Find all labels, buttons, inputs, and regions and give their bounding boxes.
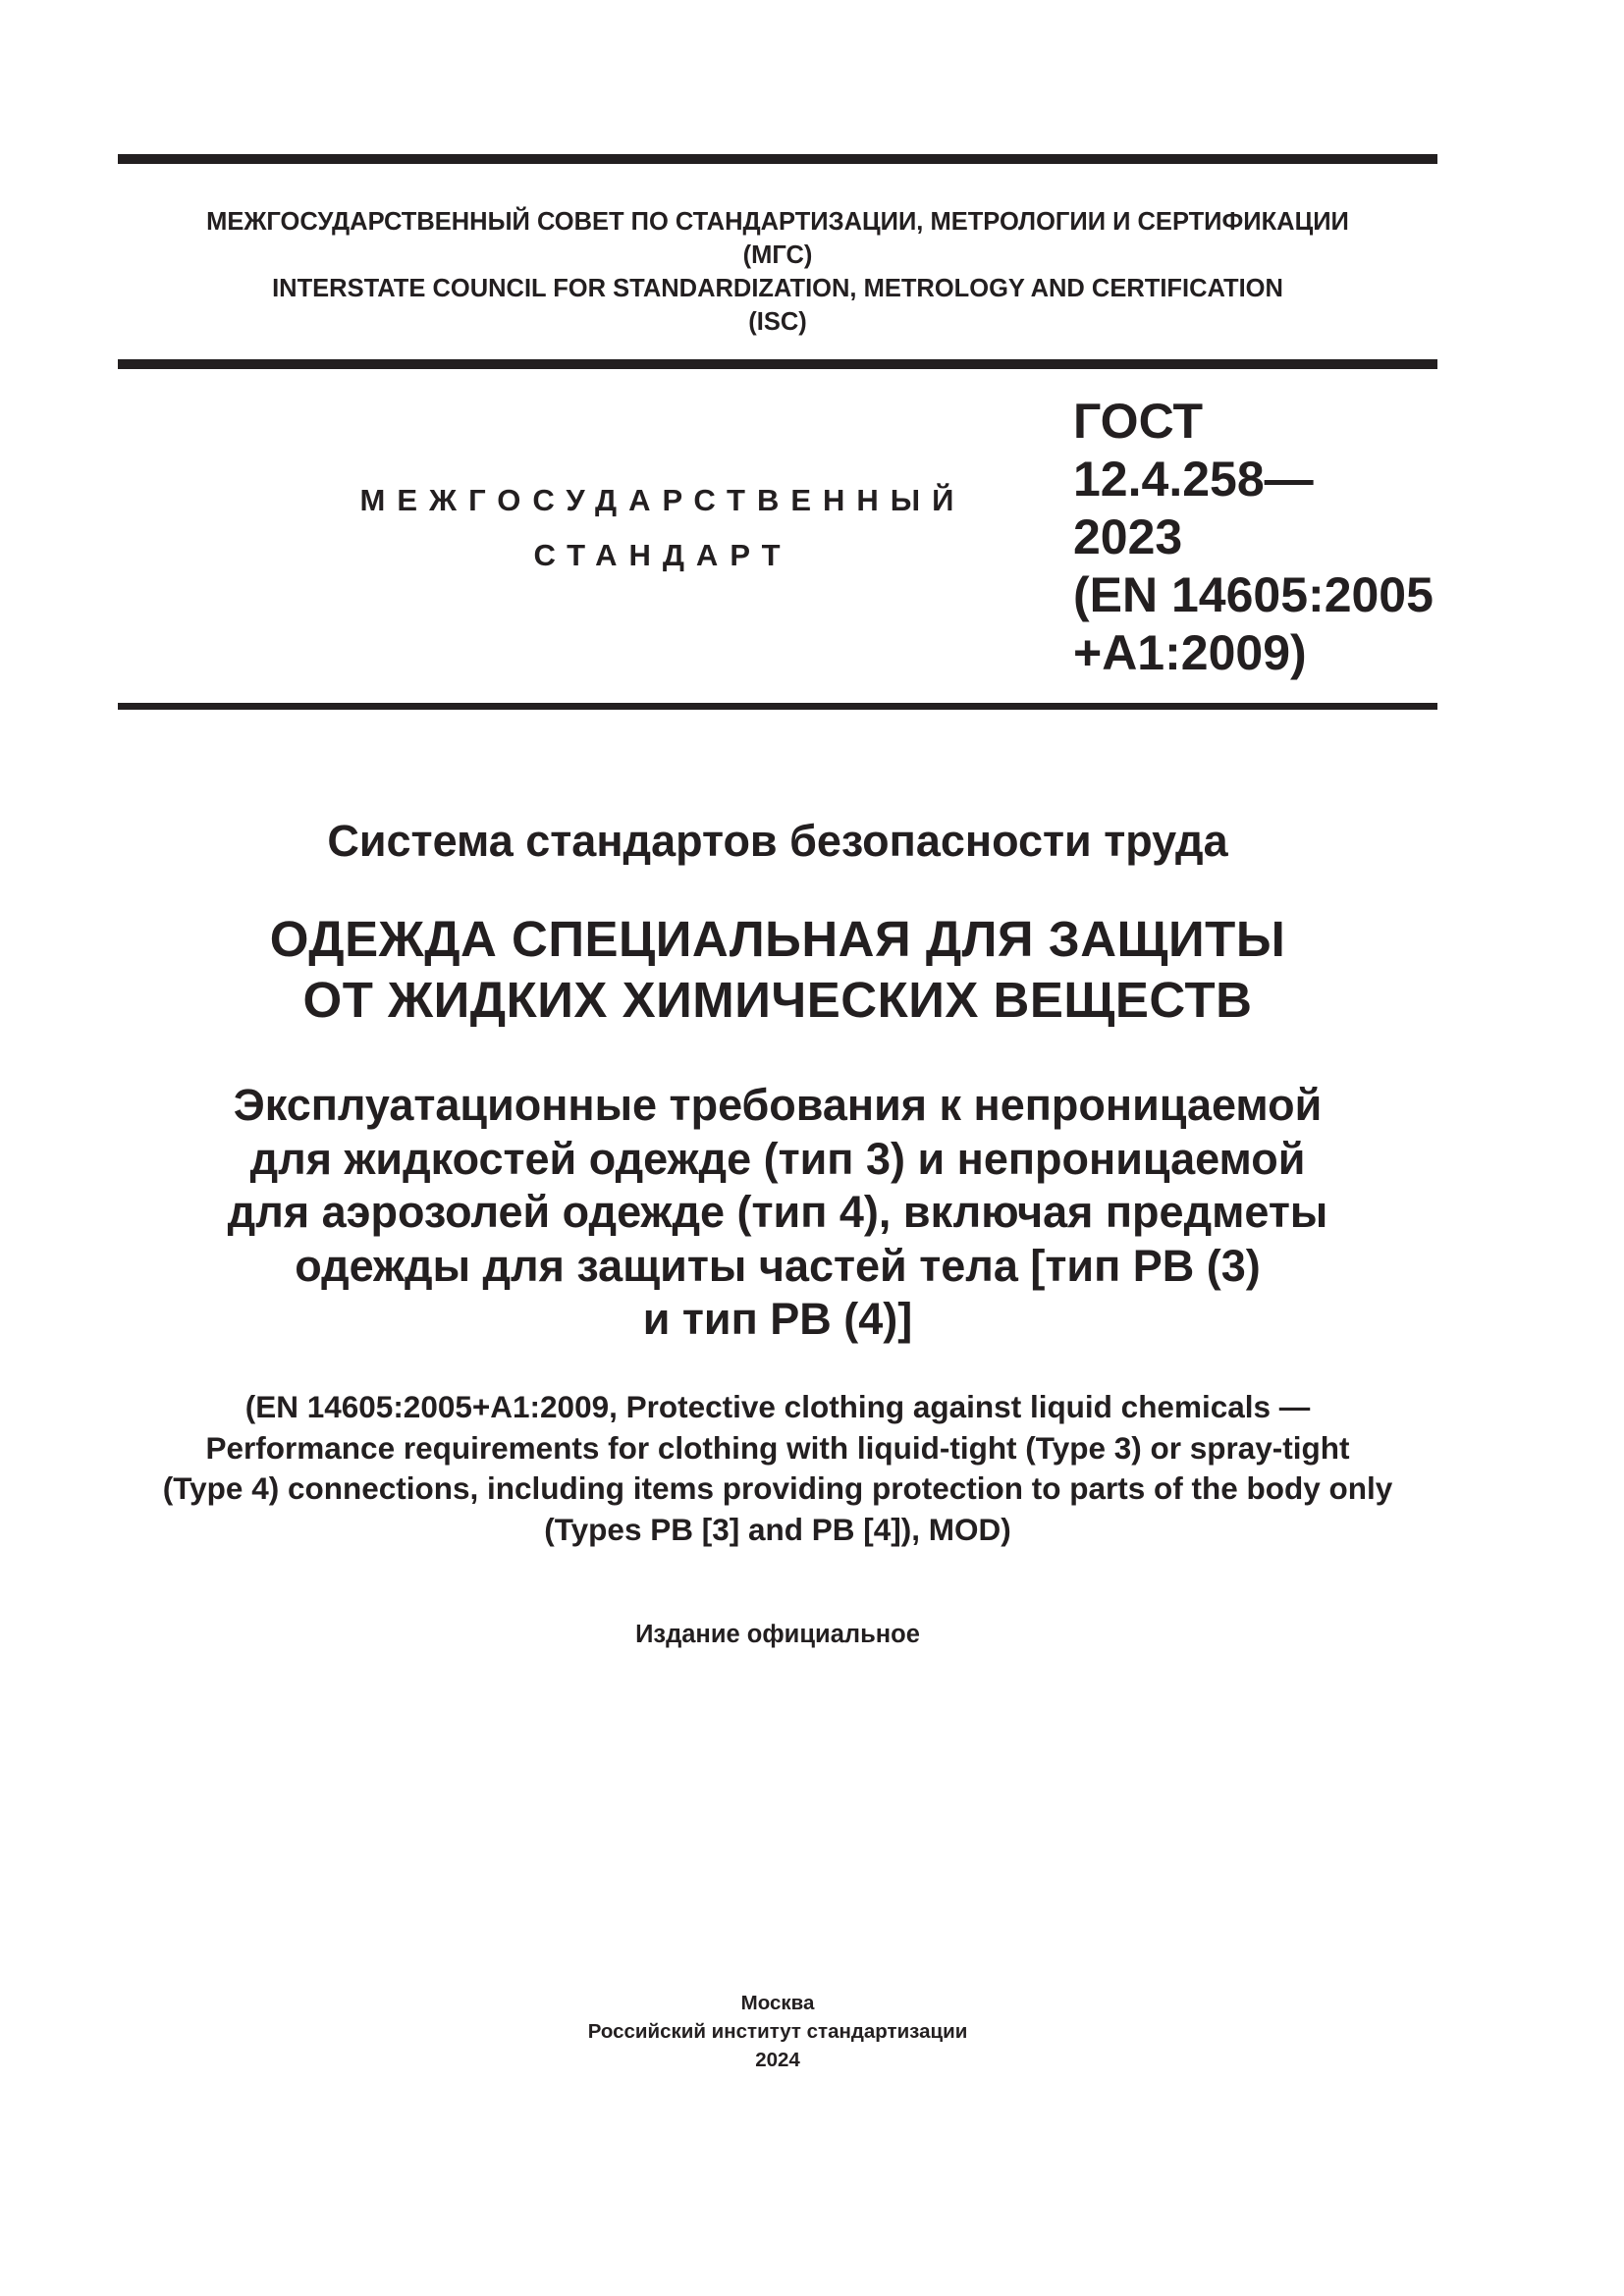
subtitle-line: для жидкостей одежде (тип 3) и непроницаемой xyxy=(249,1133,1306,1184)
main-title xyxy=(98,909,1457,1031)
top-divider xyxy=(118,154,1437,164)
standard-type-line: СТАНДАРТ xyxy=(533,538,792,572)
system-title xyxy=(98,814,1457,869)
subtitle-line: Эксплуатационные требования к непроницаемой xyxy=(233,1080,1323,1130)
council-abbr-ru: (МГС) xyxy=(742,241,813,269)
publisher-year: 2024 xyxy=(755,2049,800,2071)
standard-type-line: МЕЖГОСУДАРСТВЕННЫЙ xyxy=(359,483,966,517)
standard-number-line: 12.4.258— xyxy=(1073,452,1314,507)
standard-number xyxy=(1073,393,1434,682)
publisher-name: Российский институт стандартизации xyxy=(587,2020,968,2043)
subtitle xyxy=(98,1079,1457,1347)
system-title-text: Система стандартов безопасности труда xyxy=(327,816,1228,866)
title-divider xyxy=(118,703,1437,710)
publisher-imprint xyxy=(98,1989,1457,2074)
subtitle-line: одежды для защиты частей тела [тип PB (3) xyxy=(295,1240,1261,1291)
standard-number-line: +A1:2009) xyxy=(1073,625,1307,680)
publisher-city: Москва xyxy=(740,1992,815,2014)
main-title-line: ОТ ЖИДКИХ ХИМИЧЕСКИХ ВЕЩЕСТВ xyxy=(302,972,1253,1028)
council-name-en: INTERSTATE COUNCIL FOR STANDARDIZATION, METROLOGY AND CERTIFICATION xyxy=(272,275,1283,302)
english-reference xyxy=(98,1387,1457,1550)
subtitle-line: для аэрозолей одежде (тип 4), включая предметы xyxy=(227,1187,1328,1237)
edition-text: Издание официальное xyxy=(635,1621,920,1648)
header-divider xyxy=(118,359,1437,369)
standard-type xyxy=(324,473,1001,583)
council-name-ru: МЕЖГОСУДАРСТВЕННЫЙ СОВЕТ ПО СТАНДАРТИЗАЦИИ, МЕТРОЛОГИИ И СЕРТИФИКАЦИИ xyxy=(206,208,1349,236)
standard-number-line: (EN 14605:2005 xyxy=(1073,567,1434,622)
english-reference-line: Performance requirements for clothing with liquid-tight (Type 3) or spray-tight xyxy=(205,1429,1350,1466)
edition-note xyxy=(98,1618,1457,1651)
english-reference-line: (EN 14605:2005+A1:2009, Protective clothing against liquid chemicals — xyxy=(244,1389,1311,1424)
english-reference-line: (Types PB [3] and PB [4]), MOD) xyxy=(544,1511,1011,1547)
standard-number-line: ГОСТ xyxy=(1073,394,1203,449)
council-header xyxy=(118,205,1437,339)
standard-number-line: 2023 xyxy=(1073,509,1183,564)
main-title-line: ОДЕЖДА СПЕЦИАЛЬНАЯ ДЛЯ ЗАЩИТЫ xyxy=(269,911,1286,967)
council-abbr-en: (ISC) xyxy=(748,308,807,336)
english-reference-line: (Type 4) connections, including items providing protection to parts of the body only xyxy=(162,1470,1393,1506)
subtitle-line: и тип PB (4)] xyxy=(642,1294,913,1344)
